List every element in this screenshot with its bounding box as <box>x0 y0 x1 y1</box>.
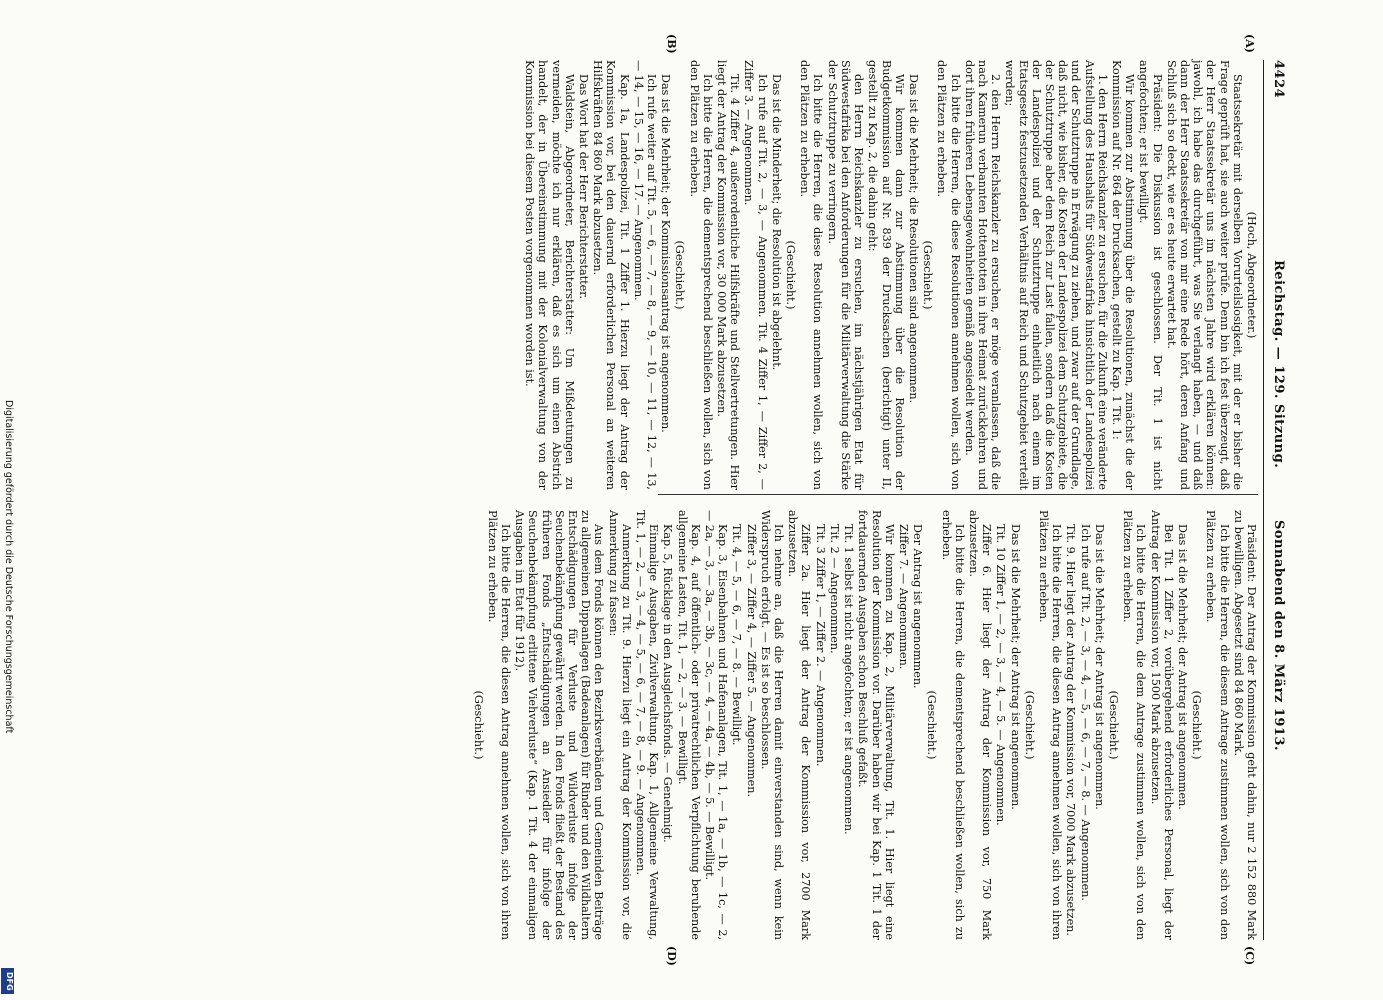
margin-mark-d: (D) <box>665 946 678 966</box>
paragraph: Kap. 3, Eisenbahnen und Hafenanlagen, Tit. 1, — 1a, — 1b, — 1c, — 2, — 2a, — 3, — 3a, — 3b, — 3c, — 4, — 4a, — 4b, — 5. — Bewilligt. <box>703 510 730 940</box>
margin-mark-b: (B) <box>665 34 678 54</box>
paragraph: Tit. 2 — Angenommen. <box>827 524 841 654</box>
paragraph: (Geschieht.) <box>1106 690 1120 760</box>
paragraph: Der Antrag ist angenommen. <box>911 524 925 689</box>
paragraph: Ziffer 6. Hier liegt der Antrag der Kommission vor, 750 Mark abzusetzen. <box>966 510 994 940</box>
paragraph: (Geschieht.) <box>471 690 485 760</box>
paragraph: Das ist die Minderheit; die Resolution ist abgelehnt. <box>769 74 783 371</box>
paragraph: Tit. 3 Ziffer 1, — Ziffer 2. — Angenommen. <box>813 524 827 767</box>
dfg-logo: DFG <box>1 968 14 994</box>
paragraph: Wir kommen zu Kap. 2, Militärverwaltung, Tit. 1. Hier liegt eine Resolution der Kommission vor. Darüber haben wir bei Kap. 1 Tit. 1 der fortdauernden Ausgaben schon Beschluß gefaßt. <box>856 510 896 940</box>
paragraph: (Geschieht.) <box>1190 690 1204 760</box>
paragraph: 2. den Herrn Reichskanzler zu ersuchen, er möge veranlassen, daß die nach Kamerun verbannten Hottentotten in ihre Heimat zurückkehren und dort ihren früheren Lebensgewohnheiten gemäß angesiedelt werden. <box>962 60 1003 490</box>
paragraph: Ziffer 7. — Angenommen. <box>896 524 910 670</box>
paragraph: den Herrn Reichskanzler zu ersuchen, im nächstjährigen Etat für Südwestafrika bei den Anforderungen für die Militärverwaltung die Stärke der Schutztruppe zu verringern. <box>825 60 866 490</box>
paragraph: Das Wort hat der Herr Berichterstatter. <box>577 74 591 299</box>
paragraph: Tit. 4 Ziffer 4, außerordentliche Hilfskräfte und Stellvertretungen. Hier liegt der Antrag der Kommission vor, 30 000 Mark abzusetzen. <box>715 60 742 490</box>
paragraph: Aus dem Fonds können den Bezirksverbänden und Gemeinden Beiträge zu allgemeinen Dippanlagen (Badeanlagen) für Rinder und den Wildhaltern Entschädigungen für Verluste und Wildverluste infolge der Seuchenbekämpfung gewährt werden. In den Fonds fließt der Bestand des früheren Fonds „Entschädigungen an Ansiedler für infolge der Seuchenbekämpfung erlittene Viehverluste“ (Kap. 1 Tit. 4 der einmaligen Ausgaben im Etat für 1912). <box>513 510 606 940</box>
paragraph: Wir kommen zur Abstimmung über die Resolutionen, zunächst die der Kommission auf Nr. 864 der Drucksachen, gestellt zu Kap. 1 Tit. 1: <box>1109 60 1137 490</box>
paragraph: (Geschieht.) <box>784 240 798 310</box>
paragraph: Das ist die Mehrheit; der Antrag ist angenommen. <box>1092 524 1106 810</box>
paragraph: Das ist die Mehrheit; der Antrag ist angenommen. <box>1008 524 1022 810</box>
header-title: Reichstag. — 129. Sitzung. <box>1271 260 1286 469</box>
paragraph: (Geschieht.) <box>921 240 935 310</box>
margin-mark-a: (A) <box>1243 34 1256 53</box>
paragraph: Ich bitte die Herren, die diesen Antrag annehmen wollen, sich von ihren Plätzen zu erheben. <box>485 510 513 940</box>
right-text-column <box>470 510 1258 940</box>
paragraph: Tit. 10 Ziffer 1, — 2, — 3, — 4, — 5. — Angenommen. <box>994 524 1008 826</box>
paragraph: Ich bitte die Herren, die dementsprechend beschließen wollen, sich von den Plätzen zu erheben. <box>687 60 714 490</box>
paragraph: (Geschieht.) <box>1022 690 1036 760</box>
paragraph: Ich bitte die Herren, die dementsprechend beschließen wollen, sich zu erheben. <box>939 510 966 940</box>
paragraph: Ich rufe auf Tit. 2, — 3, — Angenommen. Tit. 4 Ziffer 1, — Ziffer 2, — Ziffer 3. — Angenommen. <box>742 60 769 490</box>
paragraph: 1. den Herrn Reichskanzler zu ersuchen, für die Zukunft eine veränderte Aufstellung des Haushalts für Südwestafrika hinsichtlich der Landespolizei und der Schutztruppe in Erwägung zu ziehen, und zwar auf der Grundlage, daß nicht, wie bisher, die Kosten der Landespolizei dem Schutzgebiete, die der Schutztruppe aber dem Reich zur Last fallen, sondern daß die Kosten der Landespolizei und der Schutztruppe einheitlich nach einem im Etatsgesetz festzusetzenden Verhältnis auf Reich und Schutzgebiet verteilt werden; <box>1003 60 1109 490</box>
paragraph: Waldstein, Abgeordneter, Berichterstatter: Um Mißdeutungen zu vermeiden, möchte ich nur erklären, daß es sich um einen Abstrich handelt, der in Übereinstimmung mit der Kolonialverwaltung von der Kommission bei diesem Posten vorgenommen worden ist. <box>523 60 576 490</box>
paragraph: Ich bitte die Herren, die diesem Antrage zustimmen wollen, sich von den Plätzen zu erheben. <box>1204 510 1231 940</box>
paragraph: Ziffer 3, — Ziffer 4, — Ziffer 5. — Angenommen. <box>744 524 758 798</box>
paragraph: Tit. 9. Hier liegt der Antrag der Kommission vor, 7000 Mark abzusetzen. <box>1064 524 1078 936</box>
paragraph: Das ist die Mehrheit; der Kommissionsantrag ist angenommen. <box>659 74 673 433</box>
paragraph: (Hoch, Abgeordneter.) <box>1245 211 1258 339</box>
left-text-column <box>522 60 1258 490</box>
paragraph: Staatssekretär mit derselben Vorurteilslosigkeit, mit der er bisher die Frage geprüft hat, sie auch weiter prüfe. Denn bin ich fest überzeugt, daß der Herr Staatssekretär uns im nächsten Jahre wird erklären können: jawohl, ich habe das durchgeführt, was Sie verlangt haben, — und daß dann der Herr Staatssekretär von mir eine Rede hört, deren Anfang und Schluß sich so deckt, wie er es heute erwartet hat. <box>1164 60 1244 490</box>
page-number: 4424 <box>1271 60 1286 99</box>
paragraph: Ich bitte die Herren, die diese Resolution annehmen wollen, sich von den Plätzen zu erheben. <box>798 60 825 490</box>
column-divider <box>658 494 1258 495</box>
credit-text: Digitalisierung gefördert durch die Deutsche Forschungsgemeinschaft <box>3 400 14 734</box>
paragraph: Präsident: Der Antrag der Kommission geht dahin, nur 2 152 880 Mark zu bewilligen. Abgesetzt sind 84 860 Mark. <box>1231 510 1258 940</box>
paragraph: Kap. 5, Rücklage in den Ausgleichsfonds. — Genehmigt. <box>661 524 675 843</box>
paragraph: Präsident: Die Diskussion ist geschlossen. Der Tit. 1 ist nicht angefochten; er ist bewilligt. <box>1137 60 1164 490</box>
paragraph: Ich nehme an, daß die Herren damit einverstanden sind, wenn kein Widerspruch erfolgt. — Es ist so beschlossen. <box>758 510 786 940</box>
paragraph: Kap. 4, auf öffentlich- oder privatrechtlichen Verpflichtung beruhende allgemeine Lasten, Tit. 1, — 2, — 3. — Bewilligt. <box>675 510 702 940</box>
paragraph: Einmalige Ausgaben, Zivilverwaltung, Kap. 1, Allgemeine Verwaltung, Tit. 1, — 2, — 3, — 4, — 5, — 6, — 7, — 8, — 9. — Angenommen. <box>634 510 661 940</box>
paragraph: Ich rufe auf Tit. 2, — 3, — 4, — 5, — 6, — 7, — 8. — Angenommen. <box>1078 524 1092 901</box>
paragraph: Ich bitte die Herren, die dem Antrage zustimmen wollen, sich von den Plätzen zu erheben. <box>1121 510 1148 940</box>
paragraph: Ziffer 2a. Hier liegt der Antrag der Kommission vor, 2700 Mark abzusetzen. <box>786 510 813 940</box>
paragraph: Das ist die Mehrheit; der Antrag ist angenommen. <box>1175 524 1189 810</box>
paragraph: Kap. 1a, Landespolizei, Tit. 1 Ziffer 1. Hierzu liegt der Antrag der Kommission vor, bei den dauernd erforderlichen Personal an weiteren Hilfskräften 84 860 Mark abzusetzen. <box>591 60 631 490</box>
header-rule <box>1263 60 1264 940</box>
paragraph: Ich rufe weiter auf Tit. 5, — 6, — 7, — 8, — 9, — 10, — 11, — 12, — 13, — 14, — 15, — 16, — 17. — Angenommen. <box>631 60 659 490</box>
paragraph: Anmerkung zu Tit. 9. Hierzu liegt ein Antrag der Kommission vor, die Anmerkung zu fassen: <box>606 510 633 940</box>
digitization-credit <box>2 400 16 990</box>
running-header <box>1266 0 1290 1000</box>
paragraph: Ich bitte die Herren, die diese Resolutionen annehmen wollen, sich von den Plätzen zu erheben. <box>935 60 962 490</box>
paragraph: (Geschieht.) <box>673 240 687 310</box>
paragraph: Wir kommen dann zur Abstimmung über die Resolution der Budgetkommission auf Nr. 839 der Drucksachen (berichtigt) unter II, gestellt zu Kap. 2, die dahin geht: <box>866 60 906 490</box>
paragraph: Tit. 4, — 5, — 6, — 7, — 8. — Bewilligt. <box>730 524 744 746</box>
paragraph: Ich bitte die Herren, die diesen Antrag annehmen wollen, sich von ihren Plätzen zu erheben. <box>1036 510 1064 940</box>
paragraph: Bei Tit. 1 Ziffer 2, vorübergehend erforderliches Personal, liegt der Antrag der Kommission vor, 1500 Mark abzusetzen. <box>1148 510 1175 940</box>
header-date: Sonnabend den 8. März 1913. <box>1271 520 1286 752</box>
paragraph: Tit. 1 selbst ist nicht angefochten; er ist angenommen. <box>842 524 856 835</box>
margin-mark-c: (C) <box>1243 946 1256 966</box>
paragraph: Das ist die Mehrheit; die Resolutionen sind angenommen. <box>906 74 920 404</box>
paragraph: (Geschieht.) <box>925 690 939 760</box>
